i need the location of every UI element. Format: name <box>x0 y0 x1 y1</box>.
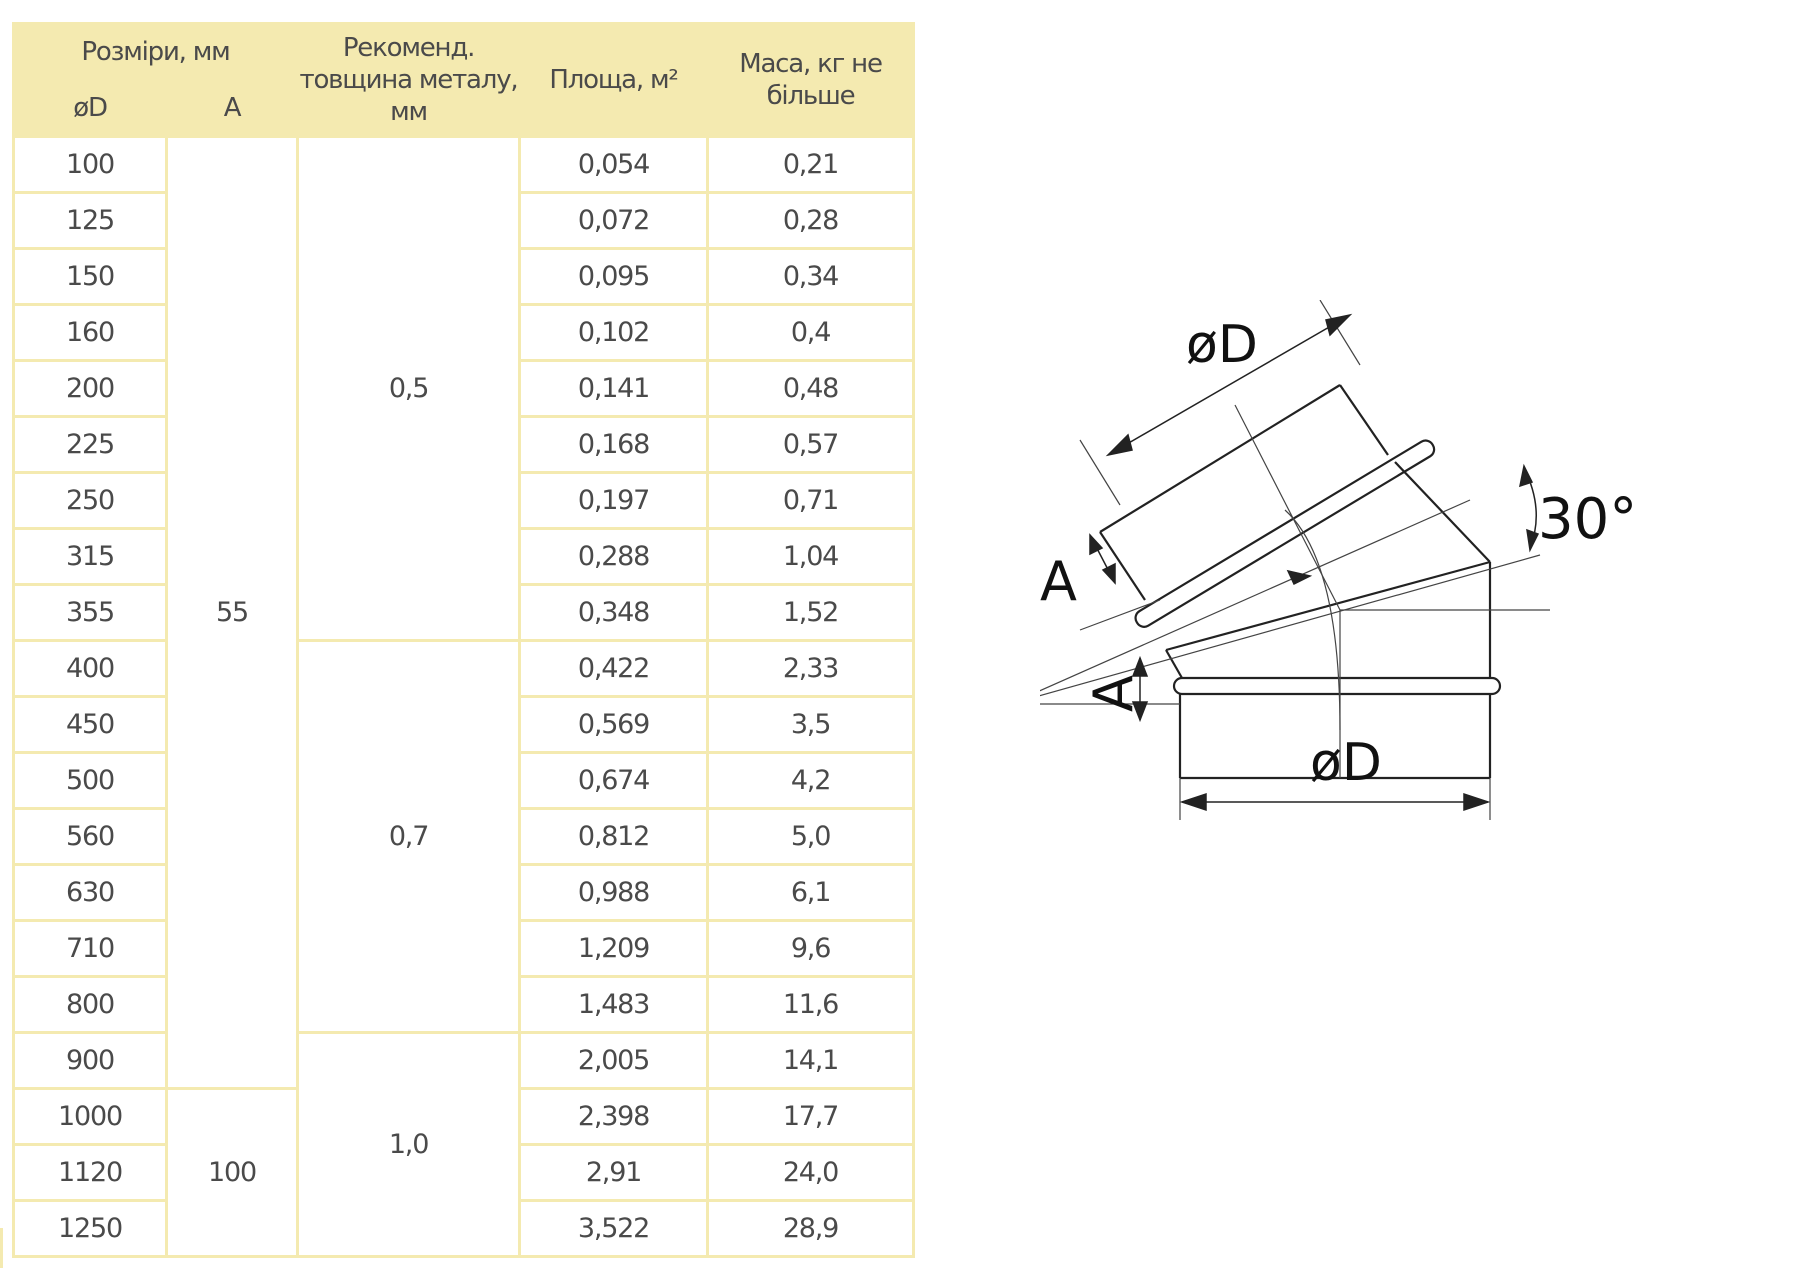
ext-line-d-right <box>1320 300 1360 365</box>
cell-diameter: 630 <box>15 866 165 919</box>
cell-diameter: 900 <box>15 1034 165 1087</box>
label-diameter-bottom: øD <box>1310 733 1382 793</box>
construction-line-cut <box>1040 500 1470 704</box>
cell-diameter: 710 <box>15 922 165 975</box>
cell-area: 0,168 <box>521 418 706 471</box>
upper-segment-top-edge <box>1100 385 1340 532</box>
cell-diameter: 100 <box>15 138 165 191</box>
arrow-a-lower-top <box>1133 658 1147 676</box>
cell-area: 1,483 <box>521 978 706 1031</box>
cell-area: 0,072 <box>521 194 706 247</box>
cell-diameter: 125 <box>15 194 165 247</box>
cell-thickness: 1,0 <box>299 1034 518 1255</box>
middle-cut-line <box>1166 562 1490 650</box>
cell-area: 0,141 <box>521 362 706 415</box>
cell-area: 0,102 <box>521 306 706 359</box>
cell-diameter: 355 <box>15 586 165 639</box>
arrow-a-upper-bottom <box>1103 564 1115 583</box>
arrow-a-upper-top <box>1090 535 1102 554</box>
lower-ring <box>1174 678 1500 694</box>
cell-diameter: 225 <box>15 418 165 471</box>
upper-segment-right-edge <box>1340 385 1388 455</box>
cell-mass: 11,6 <box>709 978 912 1031</box>
cell-mass: 24,0 <box>709 1146 912 1199</box>
cell-area: 0,422 <box>521 642 706 695</box>
cell-diameter: 1120 <box>15 1146 165 1199</box>
cell-mass: 3,5 <box>709 698 912 751</box>
arrow-d-top-right <box>1326 315 1350 335</box>
arrow-d-bottom-right <box>1464 794 1488 810</box>
label-a-upper: А <box>1040 550 1077 613</box>
cell-mass: 1,52 <box>709 586 912 639</box>
cell-mass: 1,04 <box>709 530 912 583</box>
table-row <box>15 642 912 695</box>
page-edge-mark <box>0 1228 3 1268</box>
cell-area: 0,812 <box>521 810 706 863</box>
cell-diameter: 560 <box>15 810 165 863</box>
cell-mass: 0,4 <box>709 306 912 359</box>
cell-diameter: 1000 <box>15 1090 165 1143</box>
cell-diameter: 1250 <box>15 1202 165 1255</box>
cell-area: 2,398 <box>521 1090 706 1143</box>
cell-area: 0,288 <box>521 530 706 583</box>
cell-diameter: 500 <box>15 754 165 807</box>
cell-thickness: 0,7 <box>299 642 518 1031</box>
header-thickness: Рекоменд. товщина металу, мм <box>299 25 518 135</box>
cell-diameter: 800 <box>15 978 165 1031</box>
header-a: А <box>168 81 296 135</box>
label-diameter-top: øD <box>1186 315 1258 375</box>
cell-diameter: 200 <box>15 362 165 415</box>
table-body <box>15 138 912 1255</box>
cell-mass: 2,33 <box>709 642 912 695</box>
cell-mass: 0,71 <box>709 474 912 527</box>
cell-mass: 6,1 <box>709 866 912 919</box>
cell-mass: 0,48 <box>709 362 912 415</box>
upper-ring <box>1133 438 1437 630</box>
label-a-lower: А <box>1082 675 1145 712</box>
cell-mass: 0,34 <box>709 250 912 303</box>
cell-mass: 5,0 <box>709 810 912 863</box>
cell-a: 55 <box>168 138 296 1087</box>
cell-diameter: 400 <box>15 642 165 695</box>
cell-mass: 4,2 <box>709 754 912 807</box>
center-line-upper <box>1235 405 1340 610</box>
table-row <box>15 138 912 191</box>
middle-left-edge <box>1166 650 1182 678</box>
cell-mass: 17,7 <box>709 1090 912 1143</box>
cell-area: 0,197 <box>521 474 706 527</box>
cell-mass: 28,9 <box>709 1202 912 1255</box>
header-mass: Маса, кг не більше <box>709 25 912 135</box>
cell-area: 0,569 <box>521 698 706 751</box>
cell-diameter: 160 <box>15 306 165 359</box>
cell-mass: 14,1 <box>709 1034 912 1087</box>
cell-mass: 0,21 <box>709 138 912 191</box>
header-dimensions: Розміри, мм <box>15 25 296 78</box>
arrow-d-bottom-left <box>1182 794 1206 810</box>
cell-area: 0,054 <box>521 138 706 191</box>
table-row <box>15 1034 912 1087</box>
cell-thickness: 0,5 <box>299 138 518 639</box>
arrow-angle-top <box>1520 466 1532 486</box>
cell-area: 0,095 <box>521 250 706 303</box>
cell-area: 2,91 <box>521 1146 706 1199</box>
label-angle: 30° <box>1538 487 1638 552</box>
cell-mass: 9,6 <box>709 922 912 975</box>
cell-area: 3,522 <box>521 1202 706 1255</box>
cell-area: 2,005 <box>521 1034 706 1087</box>
arrow-angle-bottom <box>1527 530 1538 550</box>
header-area: Площа, м² <box>521 25 706 135</box>
arrow-d-top-left <box>1108 435 1132 455</box>
cell-area: 0,674 <box>521 754 706 807</box>
spec-table <box>12 22 915 1258</box>
cell-a: 100 <box>168 1090 296 1255</box>
cell-area: 0,988 <box>521 866 706 919</box>
cell-diameter: 250 <box>15 474 165 527</box>
elbow-drawing <box>1040 300 1790 980</box>
cell-diameter: 150 <box>15 250 165 303</box>
bend-arc <box>1285 510 1340 730</box>
header-diameter: øD <box>15 81 165 135</box>
cell-mass: 0,57 <box>709 418 912 471</box>
cell-diameter: 315 <box>15 530 165 583</box>
cell-diameter: 450 <box>15 698 165 751</box>
cell-area: 1,209 <box>521 922 706 975</box>
cell-mass: 0,28 <box>709 194 912 247</box>
cell-area: 0,348 <box>521 586 706 639</box>
